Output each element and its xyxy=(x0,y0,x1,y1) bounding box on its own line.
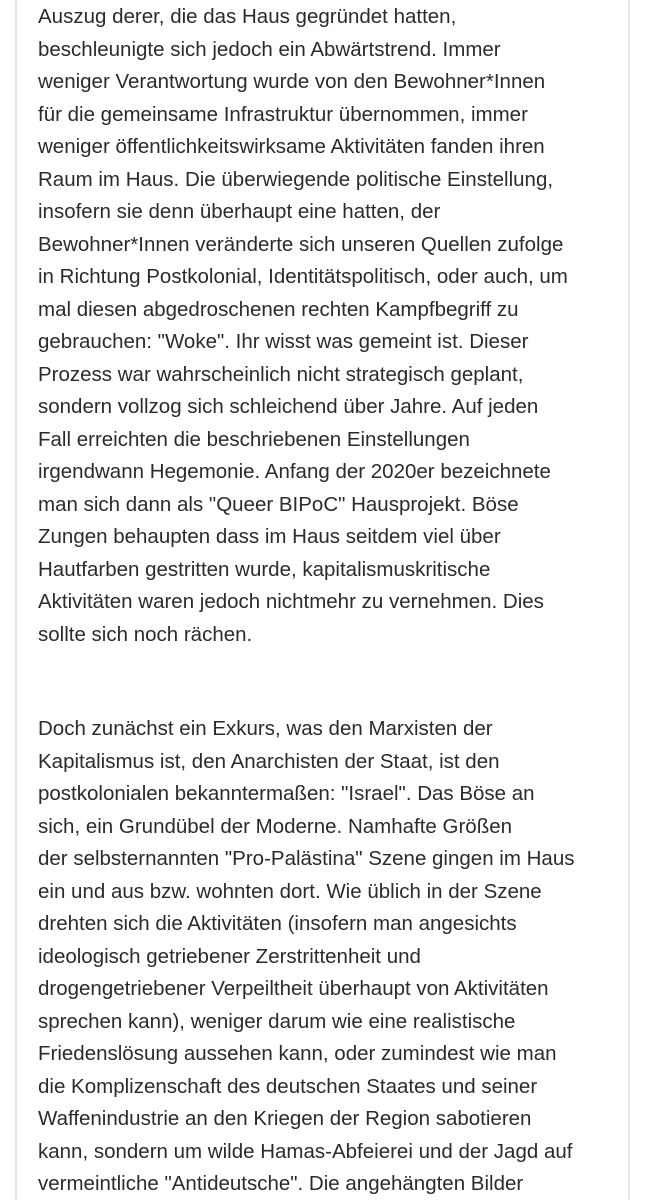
text-line: ideologisch getriebener Zerstrittenheit und xyxy=(38,944,421,968)
text-line: ein und aus bzw. wohnten dort. Wie üblich in der Szene xyxy=(38,879,542,903)
text-line: man sich dann als "Queer BIPoC" Hausprojekt. Böse xyxy=(38,492,519,516)
text-line: vermeintliche "Antideutsche". Die angehängten Bilder xyxy=(38,1172,524,1195)
text-line: Bewohner*Innen veränderte sich unseren Quellen zufolge xyxy=(38,232,564,256)
text-line: sollte sich noch rächen. xyxy=(38,622,253,646)
text-line: Doch zunächst ein Exkurs, was den Marxisten der xyxy=(38,717,493,740)
text-line: Fall erreichten die beschriebenen Einstellungen xyxy=(38,427,470,451)
text-line: Auszug derer, die das Haus gegründet hatten, xyxy=(38,5,457,28)
paragraph-2 xyxy=(38,713,574,1200)
paragraph-1 xyxy=(38,1,568,651)
text-line: die Komplizenschaft des deutschen Staates und seiner xyxy=(38,1074,538,1098)
text-line: drogengetriebener Verpeiltheit überhaupt von Aktivitäten xyxy=(38,977,549,1000)
right-border-line xyxy=(628,0,630,1200)
text-line: postkolonialen bekanntermaßen: "Israel". Das Böse an xyxy=(38,782,535,805)
text-line: irgendwann Hegemonie. Anfang der 2020er bezeichnete xyxy=(38,460,551,483)
text-line: in Richtung Postkolonial, Identitätspolitisch, oder auch, um xyxy=(38,265,568,288)
text-line: weniger Verantwortung wurde von den Bewohner*Innen xyxy=(38,70,546,93)
text-line: Aktivitäten waren jedoch nichtmehr zu vernehmen. Dies xyxy=(38,590,544,613)
text-line: sprechen kann), weniger darum wie eine realistische xyxy=(38,1009,516,1033)
text-line: Zungen behaupten dass im Haus seitdem viel über xyxy=(38,525,501,548)
text-line: drehten sich die Aktivitäten (insofern man angesichts xyxy=(38,912,517,935)
text-line: beschleunigte sich jedoch ein Abwärtstrend. Immer xyxy=(38,37,501,61)
text-line: sondern vollzog sich schleichend über Jahre. Auf jeden xyxy=(38,395,539,418)
left-border-line xyxy=(15,0,17,1200)
text-line: Prozess war wahrscheinlich nicht strategisch geplant, xyxy=(38,362,524,386)
text-line: mal diesen abgedroschenen rechten Kampfbegriff zu xyxy=(38,297,519,321)
text-line: Hautfarben gestritten wurde, kapitalismuskritische xyxy=(38,557,491,581)
text-line: der selbsternannten "Pro-Palästina" Szene gingen im Haus xyxy=(38,847,575,870)
text-line: Friedenslösung aussehen kann, oder zumindest wie man xyxy=(38,1042,557,1065)
text-line: Kapitalismus ist, den Anarchisten der Staat, ist den xyxy=(38,749,500,773)
text-line: Raum im Haus. Die überwiegende politische Einstellung, xyxy=(38,167,554,191)
text-line: sich, ein Grundübel der Moderne. Namhafte Größen xyxy=(38,814,513,838)
text-line: gebrauchen: "Woke". Ihr wisst was gemeint ist. Dieser xyxy=(38,330,529,353)
text-line: weniger öffentlichkeitswirksame Aktivitäten fanden ihren xyxy=(38,135,545,158)
text-line: insofern sie denn überhaupt eine hatten, der xyxy=(38,200,441,223)
text-line: kann, sondern um wilde Hamas-Abfeierei und der Jagd auf xyxy=(38,1139,573,1163)
text-line: Waffenindustrie an den Kriegen der Region sabotieren xyxy=(38,1107,532,1130)
text-line: für die gemeinsame Infrastruktur übernommen, immer xyxy=(38,102,528,126)
